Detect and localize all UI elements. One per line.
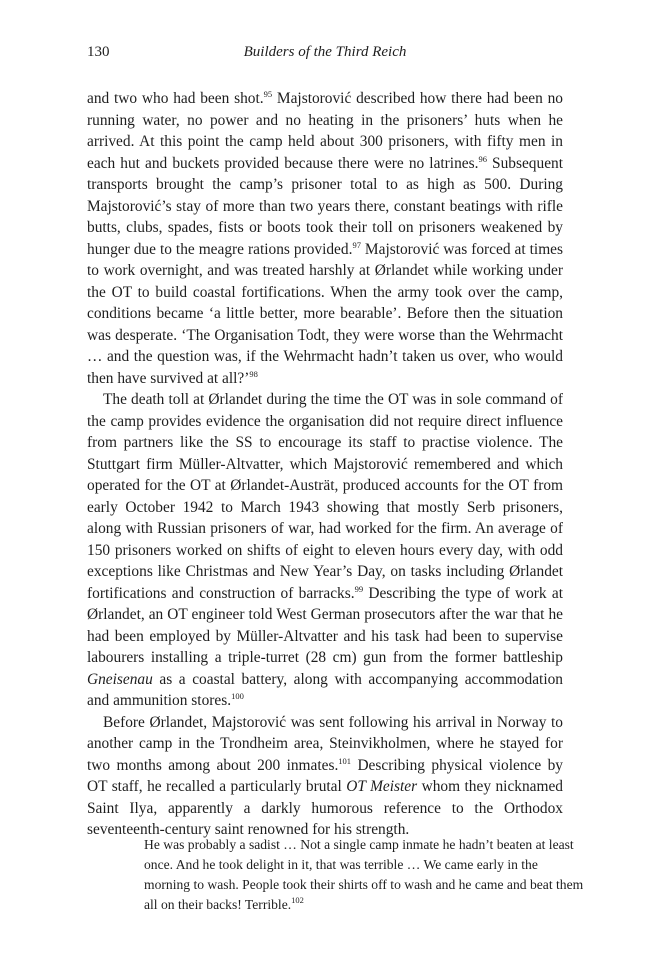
footnote-ref: 99	[354, 583, 364, 594]
text-run: and two who had been shot.	[87, 90, 264, 107]
page-number: 130	[87, 44, 110, 60]
footnote-ref: 97	[352, 239, 361, 250]
text-run: Majstorović described how there had been no running water, no power and no heating in the prisoners’ huts when he arrived. At this point the camp held about 300 prisoners, with fifty men in each hut and buckets provided because there were no latrines.	[87, 90, 563, 172]
text-run: He was probably a sadist … Not a single camp inmate he hadn’t beaten at least once. And he took delight in it, that was terrible … We came early in the morning to wash. People took their shirts off to wash and he came and beat them all on their backs! Terrible.	[144, 836, 584, 912]
text-run: Majstorović was forced at times to work overnight, and was treated harshly at Ørlandet while working under the OT to build coastal fortifications. When the army took over the camp, conditions became ‘a little better, more bearable’. Before then the situation was desperate. ‘The Organisation Todt, they were worse than the Wehrmacht … and the question was, if the Wehrmacht hadn’t taken us over, who would then have survived at all?’	[87, 240, 563, 387]
text-run: The death toll at Ørlandet during the time the OT was in sole command of the camp provides evidence the organisation did not require direct influence from partners like the SS to encourage its staff to practise violence. The Stuttgart firm Müller-Altvatter, which Majstorović remembered and which operated for the OT at Ørlandet-Austrät, produced accounts for the OT from early October 1942 to March 1943 showing that mostly Serb prisoners, along with Russian prisoners of war, had worked for the firm. An average of 150 prisoners worked on shifts of eight to eleven hours every day, with odd exceptions like Christmas and New Year’s Day, on tasks including Ørlandet fortifications and construction of barracks.	[87, 391, 563, 602]
footnote-ref: 95	[263, 89, 273, 99]
text-run: Before Ørlandet, Majstorović was sent following his arrival in Norway to another camp in the Trondheim area, Steinvikholmen, where he stayed for two months among about 200 inmates.	[87, 713, 563, 774]
block-quote	[144, 835, 587, 915]
text-run: whom they nicknamed Saint Ilya, apparently a darkly humorous reference to the Orthodox seventeenth-century saint renowned for his strength.	[87, 778, 563, 838]
text-run: Describing physical violence by OT staff, he recalled a particularly brutal	[87, 756, 563, 795]
page-header	[87, 44, 563, 66]
paragraph	[87, 88, 563, 389]
quote-paragraph	[144, 835, 587, 915]
footnote-ref: 100	[231, 691, 244, 701]
footnote-ref: 96	[478, 153, 487, 164]
footnote-ref: 102	[291, 894, 304, 905]
body-text	[87, 88, 563, 841]
footnote-ref: 101	[338, 755, 352, 766]
footnote-ref: 98	[249, 368, 258, 379]
running-head: Builders of the Third Reich	[243, 44, 407, 60]
text-run: Subsequent transports brought the camp’s prisoner total to as high as 500. During Majstorović’s stay of more than two years there, constant beatings with rifle butts, clubs, spades, fists or boots took their toll on prisoners weakened by hunger due to the meagre rations provided.	[87, 154, 563, 258]
text-run: as a coastal battery, along with accompanying accommodation and ammunition stores.	[87, 670, 563, 709]
italic-text: OT Meister	[346, 778, 418, 795]
paragraph	[87, 712, 563, 841]
paragraph	[87, 389, 563, 712]
italic-text: Gneisenau	[87, 670, 153, 688]
text-run: Describing the type of work at Ørlandet, an OT engineer told West German prosecutors after the war that he had been employed by Müller-Altvatter and his task had been to supervise labourers installing a triple-turret (28 cm) gun from the former battleship	[87, 584, 563, 666]
